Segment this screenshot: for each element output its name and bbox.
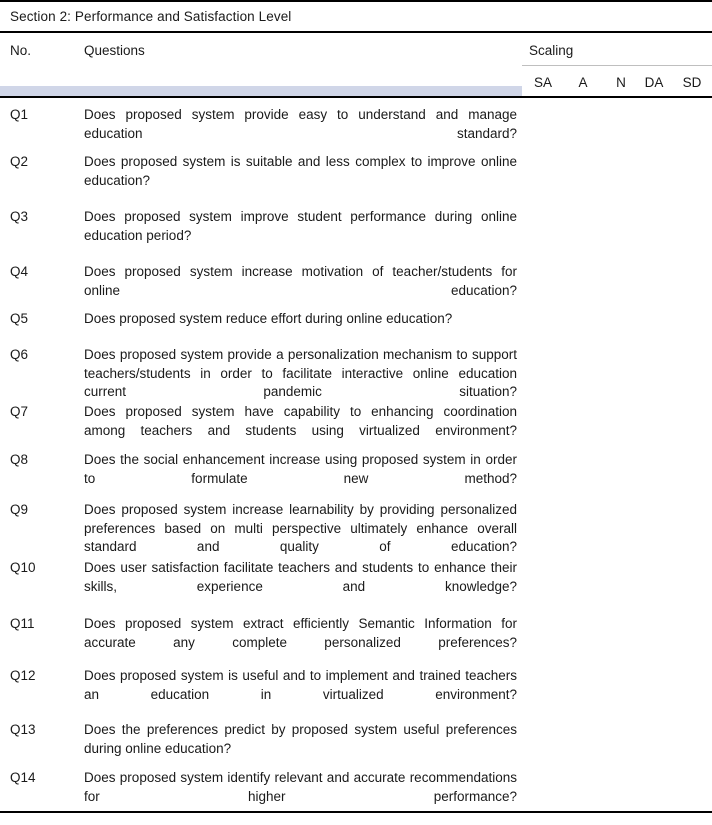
table-row xyxy=(0,451,712,507)
question-number: Q7 xyxy=(10,404,29,419)
question-number: Q8 xyxy=(10,452,29,467)
question-text: Does proposed system identify relevant and accurate recommendations for higher performance? xyxy=(84,770,517,804)
table-row xyxy=(0,615,712,671)
question-text: Does proposed system is useful and to implement and trained teachers an education in virtualized environment? xyxy=(84,668,517,702)
table-row xyxy=(0,153,712,190)
table-row xyxy=(0,721,712,758)
question-text: Does the preferences predict by proposed system useful preferences during online education? xyxy=(84,722,517,756)
question-number: Q6 xyxy=(10,347,29,362)
table-bottom-border xyxy=(0,811,712,813)
scale-option-n: N xyxy=(616,75,626,90)
table-row xyxy=(0,310,712,329)
table-row xyxy=(0,667,712,723)
question-text: Does proposed system is suitable and less complex to improve online education? xyxy=(84,154,517,188)
header-accent-bar xyxy=(0,86,522,96)
question-text: Does proposed system increase motivation of teacher/students for online education? xyxy=(84,264,517,298)
header-bottom-border xyxy=(0,96,712,98)
question-text: Does proposed system increase learnability by providing personalized preferences based on multi perspective ultimately enhance overall standard and quality of education? xyxy=(84,502,517,555)
section-divider-border xyxy=(0,31,712,33)
question-number: Q9 xyxy=(10,502,29,517)
section-title: Section 2: Performance and Satisfaction Level xyxy=(10,9,292,24)
question-text: Does proposed system have capability to enhancing coordination among teachers and students using virtualized environment? xyxy=(84,404,517,438)
question-number: Q2 xyxy=(10,154,29,169)
scaling-subheader-divider xyxy=(522,65,712,66)
question-number: Q13 xyxy=(10,722,36,737)
column-header-no: No. xyxy=(10,43,32,58)
question-text: Does proposed system reduce effort during online education? xyxy=(84,311,453,326)
question-text: Does proposed system improve student performance during online education period? xyxy=(84,209,517,243)
question-number: Q14 xyxy=(10,770,36,785)
table-top-border xyxy=(0,0,712,2)
table-row xyxy=(0,559,712,615)
question-number: Q11 xyxy=(10,616,35,631)
column-header-scaling: Scaling xyxy=(529,43,574,58)
question-number: Q4 xyxy=(10,264,29,279)
question-text: Does proposed system provide a personalization mechanism to support teachers/students in order to facilitate interactive online education current pandemic situation? xyxy=(84,347,517,400)
question-number: Q3 xyxy=(10,209,29,224)
question-number: Q12 xyxy=(10,668,36,683)
table-row xyxy=(0,208,712,245)
question-text: Does the social enhancement increase using proposed system in order to formulate new method? xyxy=(84,452,517,486)
question-text: Does proposed system provide easy to understand and manage education standard? xyxy=(84,107,517,141)
scale-options-header-row xyxy=(522,73,712,92)
scale-option-da: DA xyxy=(644,75,664,90)
question-text: Does proposed system extract efficiently Semantic Information for accurate any complete personalized preferences? xyxy=(84,616,517,650)
scale-option-sd: SD xyxy=(682,75,702,90)
scale-option-sa: SA xyxy=(533,75,552,90)
question-number: Q1 xyxy=(10,107,29,122)
table-row xyxy=(0,769,712,825)
question-number: Q5 xyxy=(10,311,29,326)
question-text: Does user satisfaction facilitate teachers and students to enhance their skills, experience and knowledge? xyxy=(84,560,517,594)
column-header-questions: Questions xyxy=(84,43,145,58)
question-number: Q10 xyxy=(10,560,36,575)
scale-option-a: A xyxy=(578,75,588,90)
